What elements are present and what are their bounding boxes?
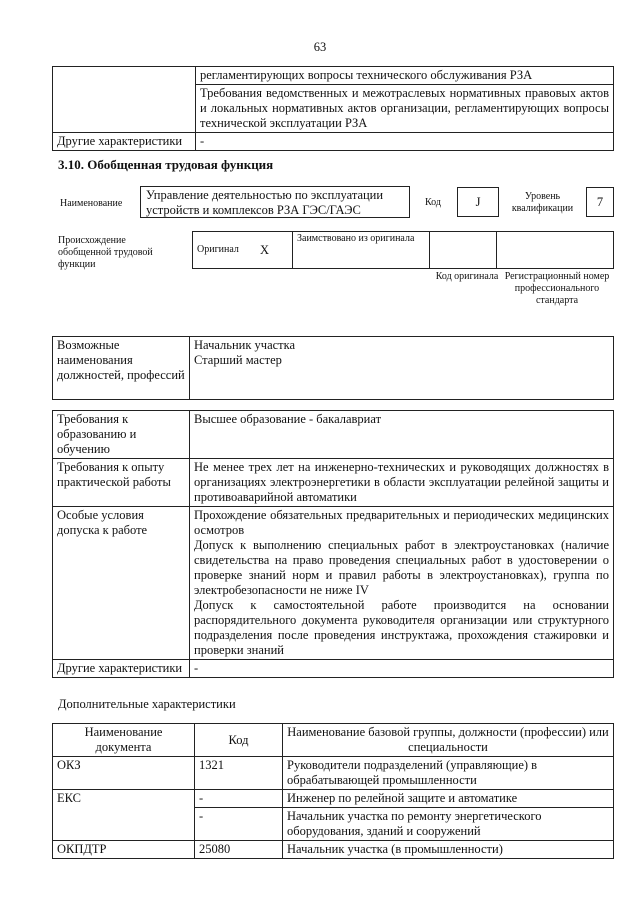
table-cell: 25080 (195, 841, 283, 859)
name-label: Наименование (60, 198, 123, 209)
requirement-line: Прохождение обязательных предварительных и периодических медицинских осмотров (194, 508, 609, 537)
origin-table (192, 231, 614, 269)
table-row (53, 507, 614, 660)
table-row (53, 841, 614, 859)
reg-number-cell (497, 232, 614, 269)
page-number: 63 (313, 40, 327, 54)
table-row (53, 757, 614, 790)
origin-label: Происхождение обобщенной трудовой функции (58, 235, 153, 270)
table-row (53, 67, 614, 85)
table-row (53, 411, 614, 459)
requirement-label: Особые условия допуска к работе (53, 507, 190, 660)
table-row (53, 808, 614, 841)
position-item: Старший мастер (194, 353, 282, 367)
requirement-value: Высшее образование - бакалавриат (190, 411, 614, 459)
table-cell: Требования ведомственных и межотраслевых нормативных правовых актов и локальных нормативных актов организации, регламентирующих вопросы технической эксплуатации РЗА (196, 85, 614, 133)
top-table (52, 66, 614, 151)
positions-table (52, 336, 614, 400)
requirement-value: - (190, 660, 614, 678)
column-header: Наименование документа (53, 724, 195, 757)
other-value: - (196, 133, 614, 151)
level-label: Уровень квалификации (511, 191, 574, 214)
table-row (53, 660, 614, 678)
requirement-line: Допуск к самостоятельной работе производится на основании распорядительного документа руководителя организации или структурного подразделения после проведения инструктажа, прохождения стажировки и проверки знаний (194, 598, 609, 657)
table-cell: ЕКС (53, 790, 195, 808)
reg-caption: Регистрационный номер профессионального стандарта (504, 271, 610, 306)
requirements-table (52, 410, 614, 678)
table-cell: Начальник участка по ремонту энергетического оборудования, зданий и сооружений (283, 808, 614, 841)
section-title: 3.10. Обобщенная трудовая функция (58, 157, 274, 172)
table-cell: 1321 (195, 757, 283, 790)
table-cell: Инженер по релейной защите и автоматике (283, 790, 614, 808)
other-label: Другие характеристики (53, 133, 196, 151)
original-label: Оригинал (193, 232, 257, 269)
column-header: Наименование базовой группы, должности (профессии) или специальности (283, 724, 614, 757)
original-mark: X (256, 232, 293, 269)
original-code-cell (430, 232, 497, 269)
code-value: J (457, 187, 499, 217)
borrowed-label: Заимствовано из оригинала (293, 232, 430, 269)
table-header-row (53, 724, 614, 757)
table-cell: регламентирующих вопросы технического обслуживания РЗА (196, 67, 614, 85)
table-cell: Руководители подразделений (управляющие) в обрабатывающей промышленности (283, 757, 614, 790)
additional-table (52, 723, 614, 859)
column-header: Код (195, 724, 283, 757)
additional-title: Дополнительные характеристики (58, 697, 236, 711)
table-row (53, 133, 614, 151)
table-cell (53, 808, 195, 841)
code-caption: Код оригинала (435, 271, 499, 282)
table-cell: ОКПДТР (53, 841, 195, 859)
requirement-label: Требования к опыту практической работы (53, 459, 190, 507)
requirement-label: Другие характеристики (53, 660, 190, 678)
requirement-value: Не менее трех лет на инженерно-технических и руководящих должностях в организациях электроэнергетики в области эксплуатации релейной защиты и противоаварийной автоматики (190, 459, 614, 507)
table-row (53, 459, 614, 507)
level-value: 7 (586, 187, 614, 217)
code-label: Код (425, 197, 441, 208)
requirement-label: Требования к образованию и обучению (53, 411, 190, 459)
table-cell: Начальник участка (в промышленности) (283, 841, 614, 859)
name-value: Управление деятельностью по эксплуатации устройств и комплексов РЗА ГЭС/ГАЭС (140, 186, 410, 218)
table-cell: - (195, 808, 283, 841)
table-cell: - (195, 790, 283, 808)
table-row (53, 790, 614, 808)
requirement-line: Допуск к выполнению специальных работ в электроустановках (наличие свидетельства на право проведения специальных работ в удостоверении о проверке знаний норм и правил работы в электроустановках), группа по электробезопасности не ниже IV (194, 538, 609, 597)
position-item: Начальник участка (194, 338, 296, 352)
table-cell: ОКЗ (53, 757, 195, 790)
positions-label: Возможные наименования должностей, профессий (53, 337, 190, 400)
